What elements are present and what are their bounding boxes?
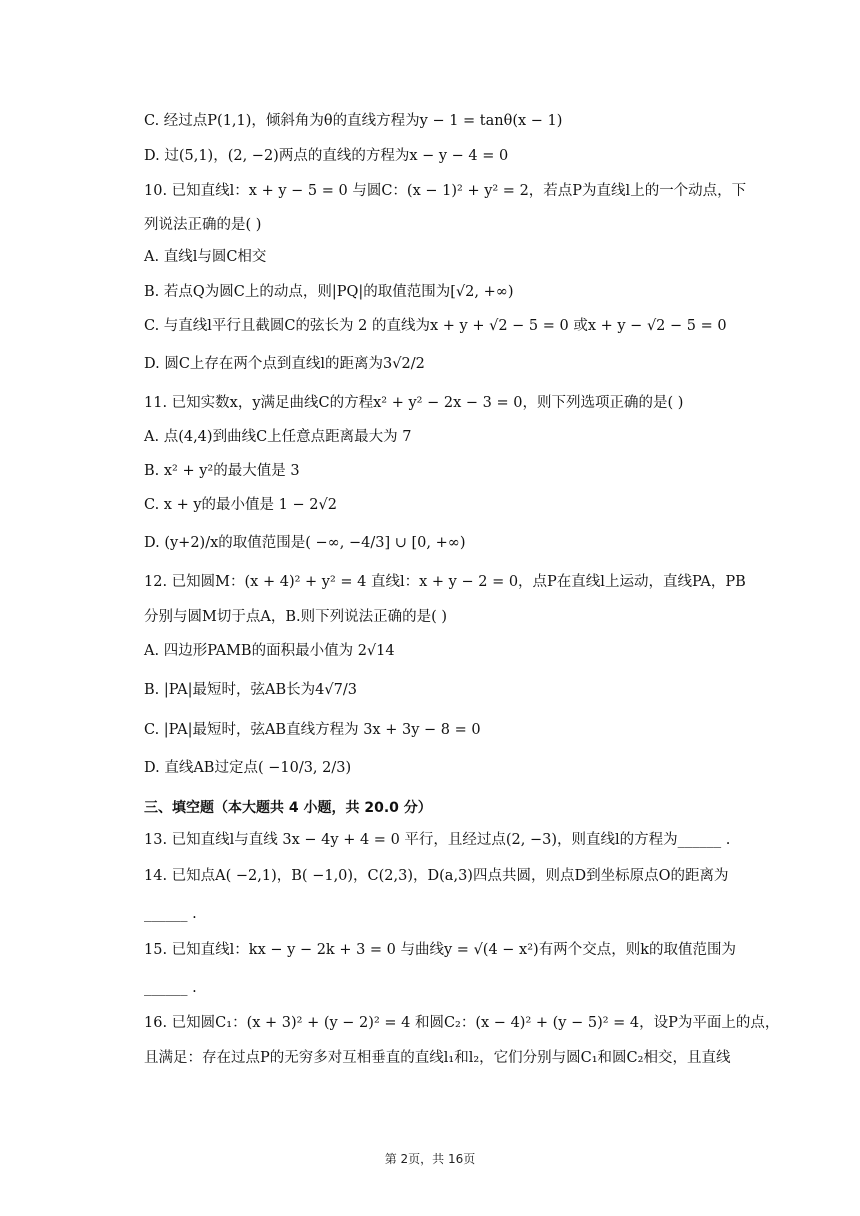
option-10c: C. 与直线l平行且截圆C的弦长为 2 的直线为x + y + √2 − 5 = 0 或x + y − √2 − 5 = 0: [144, 318, 727, 334]
question-16: 16. 已知圆C₁：(x + 3)² + (y − 2)² = 4 和圆C₂：(x − 4)² + (y − 5)² = 4，设P为平面上的点，: [144, 1015, 780, 1031]
question-15-blank: ______ .: [144, 980, 197, 996]
option-10b: B. 若点Q为圆C上的动点，则|PQ|的取值范围为[√2, +∞): [144, 284, 514, 300]
option-12b: B. |PA|最短时，弦AB长为4√7/3: [144, 682, 357, 698]
option-10d: D. 圆C上存在两个点到直线l的距离为3√2/2: [144, 356, 425, 372]
option-10a: A. 直线l与圆C相交: [144, 249, 267, 265]
question-10-cont: 列说法正确的是( ): [144, 217, 262, 233]
question-10: 10. 已知直线l：x + y − 5 = 0 与圆C：(x − 1)² + y² = 2，若点P为直线l上的一个动点，下: [144, 183, 747, 199]
option-9d: D. 过(5,1)，(2, −2)两点的直线的方程为x − y − 4 = 0: [144, 148, 509, 164]
question-14: 14. 已知点A( −2,1)，B( −1,0)，C(2,3)，D(a,3)四点共圆，则点D到坐标原点O的距离为: [144, 868, 729, 884]
option-9c: C. 经过点P(1,1)，倾斜角为θ的直线方程为y − 1 = tanθ(x − 1): [144, 113, 563, 129]
question-13: 13. 已知直线l与直线 3x − 4y + 4 = 0 平行，且经过点(2, −3)，则直线l的方程为______ .: [144, 832, 731, 848]
option-11c: C. x + y的最小值是 1 − 2√2: [144, 497, 337, 513]
section-heading: 三、填空题（本大题共 4 小题，共 20.0 分）: [144, 800, 432, 816]
question-12: 12. 已知圆M：(x + 4)² + y² = 4 直线l：x + y − 2 = 0，点P在直线l上运动，直线PA，PB: [144, 574, 746, 590]
option-11b: B. x² + y²的最大值是 3: [144, 463, 300, 479]
question-14-blank: ______ .: [144, 906, 197, 922]
question-16-cont: 且满足：存在过点P的无穷多对互相垂直的直线l₁和l₂，它们分别与圆C₁和圆C₂相交，且直线: [144, 1050, 731, 1066]
option-11d: D. (y+2)/x的取值范围是( −∞, −4/3] ∪ [0, +∞): [144, 535, 466, 551]
question-11: 11. 已知实数x，y满足曲线C的方程x² + y² − 2x − 3 = 0，则下列选项正确的是( ): [144, 395, 684, 411]
question-12-cont: 分别与圆M切于点A，B.则下列说法正确的是( ): [144, 609, 448, 625]
option-11a: A. 点(4,4)到曲线C上任意点距离最大为 7: [144, 429, 412, 445]
option-12d: D. 直线AB过定点( −10/3, 2/3): [144, 760, 352, 776]
option-12c: C. |PA|最短时，弦AB直线方程为 3x + 3y − 8 = 0: [144, 722, 481, 738]
page-footer: 第 2页，共 16页: [384, 1152, 476, 1166]
option-12a: A. 四边形PAMB的面积最小值为 2√14: [144, 643, 395, 659]
question-15: 15. 已知直线l：kx − y − 2k + 3 = 0 与曲线y = √(4 − x²)有两个交点，则k的取值范围为: [144, 942, 736, 958]
